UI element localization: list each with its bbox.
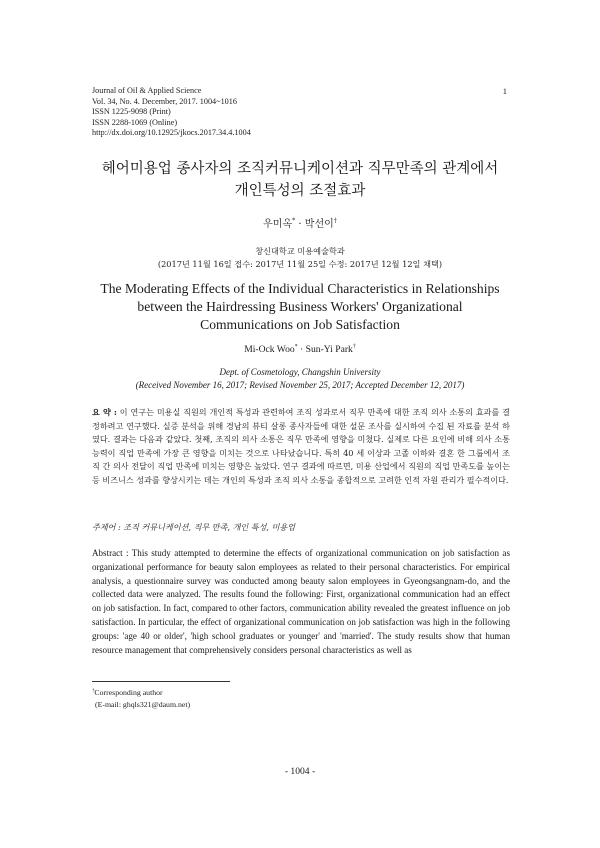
korean-title-line-2: 개인특성의 조절효과 — [234, 183, 366, 199]
journal-masthead — [92, 86, 251, 139]
english-authors — [60, 344, 540, 355]
author-2-mark: † — [333, 217, 337, 225]
korean-title-line-1: 헤어미용업 종사자의 조직커뮤니케이션과 직무만족의 관계에서 — [101, 161, 499, 177]
english-abstract-body: This study attempted to determine the effects of organizational communication on job satisfaction as organizational performance for beauty salon employees as related to their personal characteristics. For empirical analysis, a questionnaire survey was conducted among beauty salon employees in Gyeongsangnam-do, and the collected data were analyzed. The results found the following: First, organizational communication had an effect on job satisfaction. In fact, compared to other factors, communication ability revealed the greatest influence on job satisfaction. In particular, the effect of organizational communication on job satisfaction was high in the following groups: 'age 40 or older', 'high school graduates or younger' and 'married'. The study results show that human resource management that comprehensively considers personal characteristics as well as — [92, 548, 510, 655]
page-number-bottom: - 1004 - — [284, 766, 316, 777]
footnote-divider — [92, 681, 230, 682]
english-abstract — [92, 547, 510, 657]
english-author-2: Sun-Yi Park — [305, 344, 353, 355]
korean-keywords: 주제어 : 조직 커뮤니케이션, 직무 만족, 개인 특성, 미용업 — [92, 522, 296, 532]
issn-print: ISSN 1225-9098 (Print) — [92, 107, 171, 117]
korean-abstract-label: 요 약 : — [92, 407, 117, 417]
korean-affiliation: 창신대학교 미용예술학과 — [255, 246, 345, 256]
korean-author-2: 박선이 — [304, 219, 334, 230]
author-1-mark: * — [292, 217, 296, 225]
english-author-separator: · — [300, 344, 304, 355]
korean-abstract — [92, 406, 510, 488]
english-title — [60, 280, 540, 334]
korean-dates: (2017년 11월 16일 접수: 2017년 11월 25일 수정: 2017년 12월 12일 채택) — [157, 258, 443, 269]
english-dates: (Received November 16, 2017; Revised November 25, 2017; Accepted December 12, 2017) — [135, 379, 465, 390]
journal-name: Journal of Oil & Applied Science — [92, 86, 202, 95]
english-title-line-2: between the Hairdressing Business Workers' Organizational — [137, 299, 463, 314]
footnote-mark: † — [92, 688, 95, 694]
english-author-1-mark: * — [294, 343, 298, 350]
english-affiliation-block — [60, 366, 540, 391]
issn-online: ISSN 2288-1069 (Online) — [92, 117, 178, 127]
english-title-line-1: The Moderating Effects of the Individual Characteristics in Relationships — [100, 281, 500, 296]
english-abstract-label: Abstract : — [92, 548, 129, 558]
corresponding-author-footnote — [92, 687, 190, 710]
korean-abstract-body: 이 연구는 미용실 직원의 개인적 특성과 관련하여 조직 성과로서 직무 만족에 대한 조직 의사 소통의 효과를 결정하려고 연구했다. 실증 분석을 위해 경남의 뷰티 살롱 종사자들에 대한 설문 조사를 실시하여 수집 된 자료를 분석 하였다. 결과는 다음과 같았다. 첫째, 조직의 의사 소통은 직무 만족에 영향을 미쳤다. 실제로 다른 요인에 비해 의사 소통 능력이 직업 만족에 가장 큰 영향을 미치는 것으로 나타났습니다. 특히 40 세 이상과 고졸 이하와 결혼 한 그룹에서 조직 간 의사 전달이 직업 만족에 미치는 영향은 높았다. 연구 결과에 따르면, 미용 산업에서 직원의 직업 만족도를 높이는 등 비즈니스 성과를 향상시키는 데는 개인의 특성과 조직 의사 소통을 종합적으로 고려한 인적 자원 관리가 필수적이다. — [92, 407, 510, 485]
english-author-1: Mi-Ock Woo — [244, 344, 295, 355]
english-author-2-mark: † — [352, 343, 356, 350]
korean-title — [60, 158, 540, 202]
journal-volume: Vol. 34, No. 4. December, 2017. 1004~1016 — [92, 96, 237, 106]
korean-author-1: 우미옥 — [263, 219, 293, 230]
footnote-email: (E-mail: ghqls321@daum.net) — [95, 699, 191, 709]
korean-authors — [60, 215, 540, 230]
page-number-top: 1 — [502, 86, 507, 96]
english-title-line-3: Communications on Job Satisfaction — [200, 317, 400, 332]
footnote-label: Corresponding author — [94, 688, 163, 697]
author-separator: · — [298, 219, 302, 230]
korean-affiliation-block — [60, 245, 540, 270]
english-affiliation: Dept. of Cosmetology, Changshin University — [219, 367, 381, 377]
doi-link[interactable]: http://dx.doi.org/10.12925/jkocs.2017.34.4.1004 — [92, 128, 251, 138]
